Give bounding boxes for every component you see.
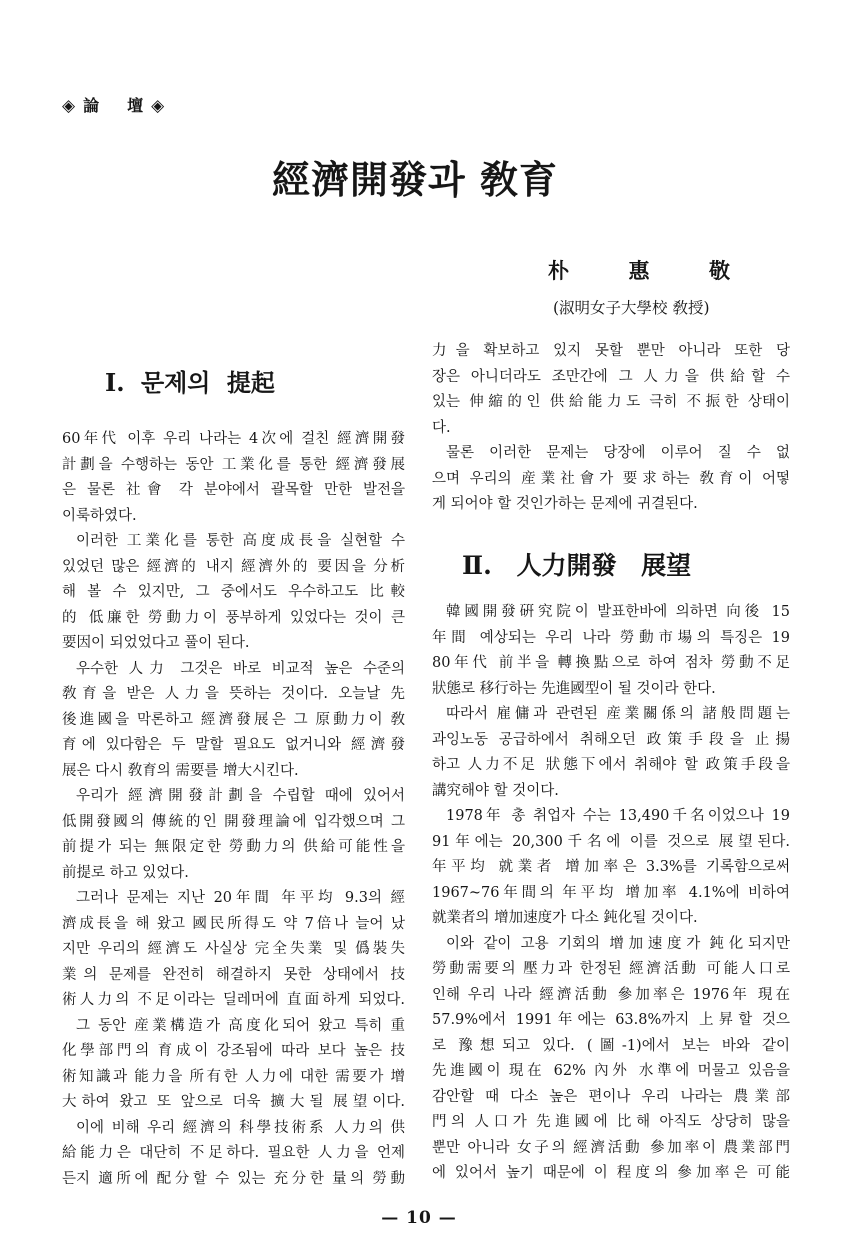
paragraph bbox=[432, 932, 790, 1187]
text-line: 다. bbox=[432, 419, 451, 436]
section-heading: Ⅱ. 人力開發 展望 bbox=[462, 551, 692, 580]
text-line: 就業者의 增加速度가 다소 鈍化될 것이다. bbox=[432, 910, 698, 926]
paragraph bbox=[62, 784, 405, 886]
text-line: 에 있어서 높기 때문에 이 程度의 參加率은 可能 bbox=[432, 1165, 790, 1181]
text-line: 따라서 雇傭과 관련된 産業關係의 諸般問題는 bbox=[446, 706, 790, 722]
text-line: 低開發國의 傳統的인 開發理論에 입각했으며 그 bbox=[62, 813, 405, 830]
right-column-top bbox=[432, 339, 790, 518]
text-line: 지만 우리의 經濟도 사실상 完全失業 및 僞裝失 bbox=[62, 941, 405, 957]
text-line: 60年代 이후 우리 나라는 4次에 걸친 經濟開發 bbox=[62, 431, 405, 447]
text-line: 年平均 就業者 增加率은 3.3%를 기록함으로써 bbox=[432, 859, 790, 875]
text-line: 門의 人口가 先進國에 比해 아직도 상당히 많을 bbox=[432, 1114, 790, 1130]
text-line: 大하여 왔고 또 앞으로 더욱 擴大될 展望이다. bbox=[62, 1094, 405, 1110]
text-line: 57.9%에서 1991年에는 63.8%까지 上昇할 것으 bbox=[432, 1012, 790, 1028]
text-line: 과잉노동 공급하에서 취해오던 政策手段을 止揚 bbox=[432, 731, 790, 748]
text-line: 後進國을 막론하고 經濟發展은 그 原動力이 敎 bbox=[62, 711, 405, 728]
text-line: 濟成長을 해 왔고 國民所得도 약 7倍나 늘어 났 bbox=[62, 915, 405, 932]
text-line: 으며 우리의 産業社會가 要求하는 敎育이 어떻 bbox=[432, 470, 790, 487]
author-name: 朴 惠 敬 bbox=[548, 258, 730, 283]
text-line: 年間 예상되는 우리 나라 勞動市場의 특징은 19 bbox=[432, 629, 790, 646]
text-line: 게 되어야 할 것인가하는 문제에 귀결된다. bbox=[432, 496, 698, 512]
author-affiliation: (淑明女子大學校 敎授) bbox=[553, 299, 710, 317]
text-line: 이와 같이 고용 기회의 增加速度가 鈍化되지만 bbox=[446, 935, 790, 952]
text-line: 狀態로 移行하는 先進國型이 될 것이라 한다. bbox=[432, 680, 716, 697]
page-number: — 10 — bbox=[381, 1208, 457, 1228]
text-line: 이러한 工業化를 통한 高度成長을 실현할 수 bbox=[76, 533, 405, 549]
text-line: 要因이 되었었다고 풀이 된다. bbox=[62, 635, 250, 651]
text-line: 展은 다시 敎育의 需要를 增大시킨다. bbox=[62, 762, 299, 779]
right-column bbox=[432, 600, 790, 1187]
text-line: 우수한 人力 그것은 바로 비교적 높은 수준의 bbox=[76, 660, 405, 677]
text-line: 韓國開發硏究院이 발표한바에 의하면 向後 15 bbox=[446, 604, 790, 620]
text-line: 的 低廉한 勞動力이 풍부하게 있었다는 것이 큰 bbox=[62, 609, 405, 626]
paragraph bbox=[62, 657, 405, 785]
text-line: 1978年 총 취업자 수는 13,490千名이었으나 19 bbox=[446, 808, 790, 824]
text-line: 給能力은 대단히 不足하다. 필요한 人力을 언제 bbox=[62, 1145, 405, 1161]
text-line: 있는 伸縮的인 供給能力도 극히 不振한 상태이 bbox=[432, 394, 790, 410]
column-header bbox=[62, 95, 164, 117]
text-line: 인해 우리 나라 經濟活動 參加率은 1976年 現在 bbox=[432, 986, 790, 1003]
paragraph bbox=[432, 600, 790, 702]
paragraph bbox=[432, 339, 790, 441]
text-line: 術知識과 能力을 所有한 人力에 대한 需要가 增 bbox=[62, 1068, 405, 1085]
paragraph bbox=[432, 804, 790, 932]
text-line: 뿐만 아니라 女子의 經濟活動 參加率이 農業部門 bbox=[432, 1139, 790, 1156]
paragraph bbox=[62, 529, 405, 657]
text-line: 勞動需要의 壓力과 한정된 經濟活動 可能人口로 bbox=[432, 961, 790, 977]
text-line: 물론 이러한 문제는 당장에 이루어 질 수 없 bbox=[446, 445, 790, 461]
column-label: 論 壇 bbox=[83, 96, 150, 115]
text-line: 敎育을 받은 人力을 뜻하는 것이다. 오늘날 先 bbox=[62, 686, 405, 702]
section-heading: Ⅰ. 문제의 提起 bbox=[105, 368, 275, 397]
left-column bbox=[62, 427, 405, 1192]
text-line: 業의 문제를 완전히 해결하지 못한 상태에서 技 bbox=[62, 966, 405, 983]
paragraph bbox=[62, 427, 405, 529]
paragraph bbox=[62, 886, 405, 1014]
text-line: 1967~76年間의 年平均 增加率 4.1%에 비하여 bbox=[432, 884, 790, 901]
text-line: 化學部門의 育成이 강조됨에 따라 보다 높은 技 bbox=[62, 1043, 405, 1059]
text-line: 80年代 前半을 轉換點으로 하여 점차 勞動不足 bbox=[432, 655, 790, 671]
text-line: 91年에는 20,300千名에 이를 것으로 展望된다. bbox=[432, 833, 790, 850]
text-line: 力을 확보하고 있지 못할 뿐만 아니라 또한 당 bbox=[432, 343, 790, 359]
text-line: 우리가 經濟開發計劃을 수립할 때에 있어서 bbox=[76, 788, 405, 804]
paragraph bbox=[432, 702, 790, 804]
text-line: 은 물론 社會 각 분야에서 괄목할 만한 발전을 bbox=[62, 482, 405, 498]
diamond-marker-icon: ◈ bbox=[62, 96, 76, 116]
text-line: 해 볼 수 있지만, 그 중에서도 우수하고도 比較 bbox=[62, 584, 405, 600]
text-line: 장은 아니더라도 조만간에 그 人力을 供給할 수 bbox=[432, 368, 790, 385]
paragraph bbox=[432, 441, 790, 518]
text-line: 計劃을 수행하는 동안 工業化를 통한 經濟發展 bbox=[62, 456, 405, 473]
text-line: 로 豫想되고 있다. (圖-1)에서 보는 바와 같이 bbox=[432, 1037, 790, 1054]
text-line: 術人力의 不足이라는 딜레머에 直面하게 되었다. bbox=[62, 992, 405, 1008]
text-line: 先進國이 現在 62% 內外 水準에 머물고 있음을 bbox=[432, 1063, 790, 1079]
text-line: 있었던 많은 經濟的 내지 經濟外的 要因을 分析 bbox=[62, 558, 405, 575]
paragraph bbox=[62, 1116, 405, 1193]
text-line: 前提로 하고 있었다. bbox=[62, 864, 189, 881]
text-line: 講究해야 할 것이다. bbox=[432, 782, 559, 799]
diamond-marker-icon: ◈ bbox=[151, 96, 165, 116]
text-line: 前提가 되는 無限定한 勞動力의 供給可能性을 bbox=[62, 839, 405, 855]
paragraph bbox=[62, 1014, 405, 1116]
text-line: 감안할 때 다소 높은 편이나 우리 나라는 農業部 bbox=[432, 1088, 790, 1105]
article-title: 經濟開發과 敎育 bbox=[272, 157, 558, 202]
text-line: 그 동안 産業構造가 高度化되어 왔고 특히 重 bbox=[76, 1017, 405, 1034]
text-line: 그러나 문제는 지난 20年間 年平均 9.3의 經 bbox=[76, 890, 405, 906]
text-line: 든지 適所에 配分할 수 있는 充分한 量의 勞動 bbox=[62, 1170, 405, 1187]
text-line: 이룩하였다. bbox=[62, 507, 137, 524]
text-line: 育에 있다함은 두 말할 필요도 없거니와 經濟發 bbox=[62, 737, 405, 753]
text-line: 이에 비해 우리 經濟의 科學技術系 人力의 供 bbox=[76, 1119, 405, 1136]
text-line: 하고 人力不足 狀態下에서 취해야 할 政策手段을 bbox=[432, 757, 790, 773]
